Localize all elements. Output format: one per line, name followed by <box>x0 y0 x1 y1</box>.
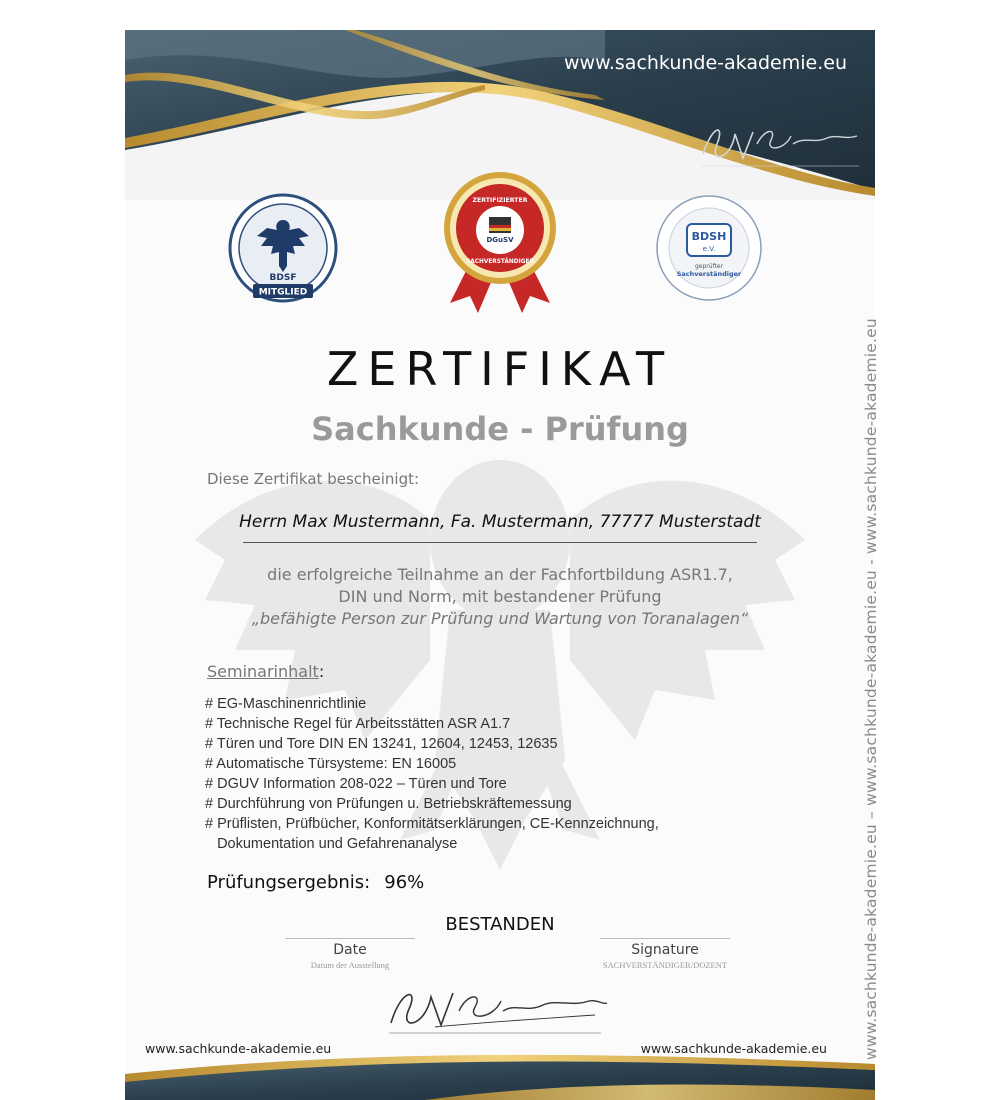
certifies-label: Diese Zertifikat bescheinigt: <box>207 470 420 488</box>
bdsh-text: BDSH <box>691 230 727 243</box>
exam-result-label: Prüfungsergebnis: <box>207 872 371 893</box>
seminar-heading <box>207 662 324 681</box>
seal-line2: SACHVERSTÄNDIGER <box>466 259 534 265</box>
certificate-subtitle: Sachkunde - Prüfung <box>311 410 689 448</box>
signature-sublabel: SACHVERSTÄNDIGER/DOZENT <box>602 960 728 970</box>
bdsh-seal <box>655 194 763 302</box>
signature-logo <box>375 975 615 1045</box>
list-item: # Prüflisten, Prüfbücher, Konformitätserklärungen, CE-Kennzeichnung, <box>205 816 659 832</box>
seminar-heading-text: Seminarinhalt <box>207 662 319 681</box>
list-item: # Durchführung von Prüfungen u. Betriebskräftemessung <box>205 796 572 812</box>
date-sublabel: Datum der Ausstellung <box>310 960 390 970</box>
list-item: # Technische Regel für Arbeitsstätten ASR A1.7 <box>205 716 511 732</box>
exam-result <box>207 872 424 893</box>
list-item: # Automatische Türsysteme: EN 16005 <box>205 756 457 772</box>
bdsf-badge: MITGLIED <box>258 287 308 298</box>
dgusv-certified-seal <box>440 168 560 318</box>
exam-result-value: 96% <box>384 872 425 893</box>
list-item: # DGUV Information 208-022 – Türen und Tore <box>205 776 507 792</box>
certificate <box>125 30 875 1100</box>
list-item: # EG-Maschinenrichtlinie <box>205 696 367 712</box>
description-line-3: „befähigte Person zur Prüfung und Wartung von Toranalagen“ <box>251 609 749 628</box>
header-url[interactable]: www.sachkunde-akademie.eu <box>563 52 847 74</box>
bdsh-caption1: geprüfter <box>694 263 724 270</box>
description-line-2: DIN und Norm, mit bestandener Prüfung <box>338 587 662 606</box>
date-label: Date <box>333 942 367 958</box>
bdsh-ev: e.V. <box>702 245 716 253</box>
seminar-content-list <box>205 694 805 854</box>
date-line <box>285 938 415 939</box>
signature-line <box>600 938 730 939</box>
bdsf-member-seal <box>227 192 339 304</box>
recipient-name: Herrn Max Mustermann, Fa. Mustermann, 77777 Musterstadt <box>239 512 761 532</box>
recipient-underline <box>243 542 757 543</box>
signature-logo-top <box>695 114 865 174</box>
footer-url-left[interactable]: www.sachkunde-akademie.eu <box>145 1041 332 1056</box>
footer-banner <box>125 1040 875 1100</box>
seal-line1: ZERTIFIZIERTER <box>472 197 528 204</box>
signature-label: Signature <box>631 942 699 958</box>
side-watermark-url: www.sachkunde-akademie.eu – www.sachkunde-akademie.eu - www.sachkunde-akademie.eu <box>862 318 880 1060</box>
seminar-heading-colon: : <box>318 662 325 681</box>
course-description <box>125 564 875 630</box>
list-item: # Türen und Tore DIN EN 13241, 12604, 12453, 12635 <box>205 736 558 752</box>
passed-status: BESTANDEN <box>445 914 555 935</box>
bdsh-caption2: Sachverständiger <box>676 270 742 278</box>
list-item: Dokumentation und Gefahrenanalyse <box>205 836 458 852</box>
certificate-title: ZERTIFIKAT <box>326 342 674 396</box>
description-line-1: die erfolgreiche Teilnahme an der Fachfortbildung ASR1.7, <box>267 565 733 584</box>
date-block <box>280 938 420 970</box>
signature-block <box>580 938 750 970</box>
bdsf-text: BDSF <box>269 273 297 283</box>
dgusv-logo-text: DGuSV <box>486 236 514 244</box>
footer-url-right[interactable]: www.sachkunde-akademie.eu <box>640 1041 827 1056</box>
